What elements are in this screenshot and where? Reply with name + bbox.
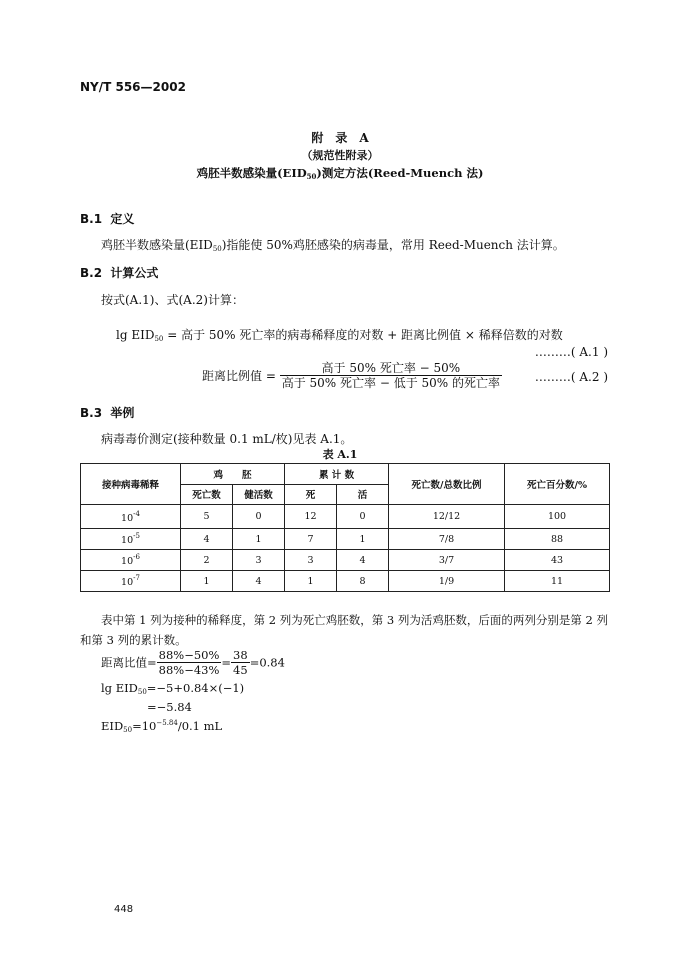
cell-cumulative-alive: 0 [337,505,389,529]
table-caption: 表 A.1 [322,448,358,461]
cell-alive: 3 [233,550,285,571]
cell-dead: 4 [181,529,233,550]
cell-dead: 5 [181,505,233,529]
header-percent: 死亡百分数/% [505,464,610,505]
appendix-heading-pre: 鸡胚半数感染量(EID [196,166,307,180]
document-code: NY/T 556—2002 [80,80,186,94]
calc-lg-post: =−5+0.84×(−1) [146,681,245,695]
cell-alive: 0 [233,505,285,529]
section-b2-heading [80,264,158,281]
appendix-heading [0,165,680,181]
dilution-base: 10 [121,535,134,546]
header-dilution: 接种病毒稀释 [81,464,181,505]
section-b3-text: 病毒毒价测定(接种数量 0.1 mL/枚)见表 A.1。 [101,432,353,446]
dilution-base: 10 [121,556,134,567]
cell-dilution [81,529,181,550]
page-number: 448 [114,904,134,915]
dilution-base: 10 [121,512,134,524]
formula-a2-numerator: 高于 50% 死亡率 − 50% [280,361,502,376]
calc-distance-label: 距离比值= [101,655,157,670]
header-cumulative-alive: 活 [337,484,389,505]
cell-ratio: 12/12 [389,505,505,529]
header-ratio: 死亡数/总数比例 [389,464,505,505]
section-b3-title: 举例 [110,406,135,420]
dilution-exponent: -5 [133,532,140,540]
b1-text-pre: 鸡胚半数感染量(EID [101,238,213,252]
section-b3-heading [80,404,134,421]
section-b2-text: 按式(A.1)、式(A.2)计算： [101,293,244,307]
header-cumulative-dead: 死 [285,484,337,505]
dilution-exponent: -4 [133,509,140,518]
table-header-row [81,464,610,485]
cell-percent: 11 [505,571,610,592]
header-alive: 健活数 [233,484,285,505]
section-b1-title: 定义 [110,212,135,226]
calc-equals: = [221,655,232,670]
explanation-line-2: 和第 3 列的累计数。 [80,633,187,647]
calc-eid [101,719,222,734]
table-row [81,571,610,592]
formula-a2-label: ………( A.2 ) [534,370,608,384]
header-dead: 死亡数 [181,484,233,505]
cell-cumulative-dead: 7 [285,529,337,550]
cell-alive: 1 [233,529,285,550]
section-b2-title: 计算公式 [110,266,159,280]
cell-ratio: 3/7 [389,550,505,571]
cell-dead: 2 [181,550,233,571]
cell-ratio: 7/8 [389,529,505,550]
calc-lg-pre: lg EID [101,681,138,695]
cell-dilution [81,550,181,571]
calc-eid-mid: =10 [132,719,157,733]
header-cumulative: 累 计 数 [285,464,389,485]
appendix-subtitle: （规范性附录） [301,149,379,162]
cell-percent: 100 [505,505,610,529]
calc-fraction-2-numerator: 38 [233,648,248,662]
cell-cumulative-alive: 1 [337,529,389,550]
cell-dilution [81,505,181,529]
formula-a2-denominator: 高于 50% 死亡率 − 低于 50% 的死亡率 [281,376,500,390]
dilution-base: 10 [121,577,134,588]
cell-percent: 88 [505,529,610,550]
cell-dead: 1 [181,571,233,592]
table-a1 [80,463,610,592]
calc-eid-post: /0.1 mL [177,719,223,733]
formula-a2 [202,361,502,390]
section-b1-text [101,236,565,253]
formula-a1 [116,326,563,343]
calc-fraction-1 [157,648,222,677]
dilution-exponent: -6 [133,553,140,561]
cell-cumulative-dead: 1 [285,571,337,592]
section-b1-number: B.1 [80,212,103,226]
b1-text-post: )指能使 50%鸡胚感染的病毒量，常用 Reed-Muench 法计算。 [221,238,565,252]
formula-a1-lhs: lg EID [116,328,155,342]
calc-distance-result: =0.84 [249,655,285,670]
cell-cumulative-alive: 4 [337,550,389,571]
section-b2-number: B.2 [80,266,103,280]
explanation-line-1: 表中第 1 列为接种的稀释度，第 2 列为死亡鸡胚数，第 3 列为活鸡胚数，后面的两列分别是第 2 列 [101,613,609,627]
formula-a2-fraction [280,361,502,390]
cell-dilution [81,571,181,592]
calc-fraction-2-denominator: 45 [233,663,248,677]
b1-text-sub: 50 [212,245,222,253]
calc-eid-sup: −5.84 [156,719,178,727]
appendix-heading-sub: 50 [306,172,317,181]
cell-alive: 4 [233,571,285,592]
header-embryo: 鸡 胚 [181,464,285,485]
calc-lg-sub: 50 [137,688,147,696]
table-row [81,550,610,571]
calc-lg-result: =−5.84 [147,700,192,714]
calc-distance [101,648,285,677]
appendix-heading-post: )测定方法(Reed-Muench 法) [316,166,484,180]
cell-cumulative-dead: 12 [285,505,337,529]
dilution-exponent: -7 [133,574,140,582]
formula-a1-rhs: = 高于 50% 死亡率的病毒稀释度的对数 + 距离比例值 × 稀释倍数的对数 [163,328,563,342]
table-row [81,529,610,550]
calc-fraction-1-numerator: 88%−50% [158,648,220,662]
table-row [81,505,610,529]
section-b1-heading [80,210,134,227]
cell-ratio: 1/9 [389,571,505,592]
calc-eid-pre: EID [101,719,124,733]
cell-cumulative-alive: 8 [337,571,389,592]
calc-fraction-1-denominator: 88%−43% [158,663,220,677]
section-b3-number: B.3 [80,406,103,420]
formula-a1-sub: 50 [154,335,164,343]
cell-percent: 43 [505,550,610,571]
calc-eid-sub: 50 [123,726,133,734]
calc-fraction-2 [231,648,250,677]
formula-a1-label: ………( A.1 ) [534,345,608,359]
appendix-title: 附 录 A [311,131,369,145]
formula-a2-lhs: 距离比例值 = [202,369,276,383]
calc-lg-eid [101,681,244,696]
cell-cumulative-dead: 3 [285,550,337,571]
